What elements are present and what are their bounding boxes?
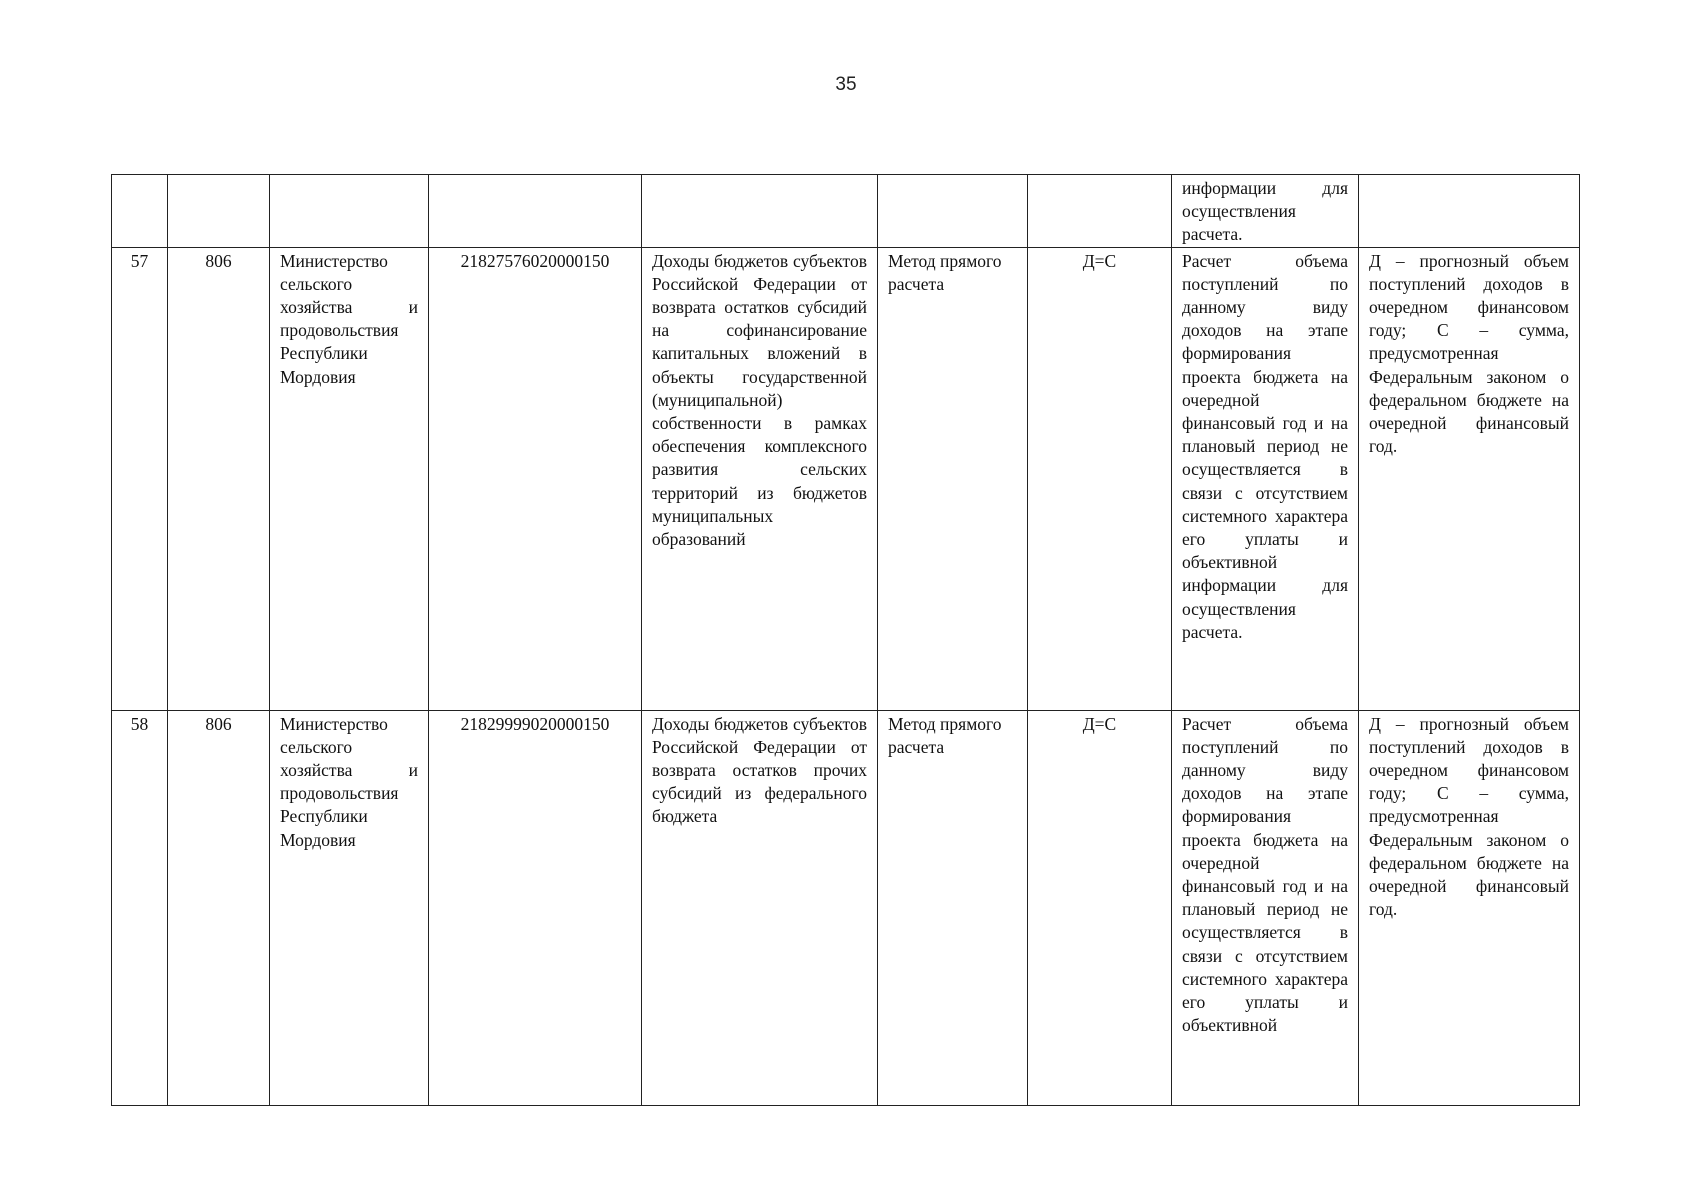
cell-num: 57: [112, 247, 168, 710]
cell-description: Д – прогнозный объем поступлений доходов в очередном финансовом году; С – сумма, предусмотренная Федеральным законом о федеральном бюджете на очередной финансовый год.: [1359, 710, 1580, 1105]
cell-income-name: [642, 175, 878, 248]
cell-method: Метод прямого расчета: [878, 710, 1028, 1105]
cell-num: [112, 175, 168, 248]
table-row: [112, 710, 1580, 1105]
cell-admin-name: [270, 175, 429, 248]
cell-admin-code: 806: [168, 247, 270, 710]
cell-description: [1359, 175, 1580, 248]
cell-algorithm: информации для осуществления расчета.: [1172, 175, 1359, 248]
table-row-continuation: [112, 175, 1580, 248]
cell-admin-code: 806: [168, 710, 270, 1105]
cell-algorithm: Расчет объема поступлений по данному виду доходов на этапе формирования проекта бюджета на очередной финансовый год и на плановый период не осуществляется в связи с отсутствием системного характера его уплаты и объективной: [1172, 710, 1359, 1105]
cell-kbk: 21829999020000150: [429, 710, 642, 1105]
cell-income-name: Доходы бюджетов субъектов Российской Федерации от возврата остатков субсидий на софинансирование капитальных вложений в объекты государственной (муниципальной) собственности в рамках обеспечения комплексного развития сельских территорий из бюджетов муниципальных образований: [642, 247, 878, 710]
cell-method: [878, 175, 1028, 248]
cell-admin-code: [168, 175, 270, 248]
cell-method: Метод прямого расчета: [878, 247, 1028, 710]
table-row: [112, 247, 1580, 710]
cell-num: 58: [112, 710, 168, 1105]
cell-formula: Д=С: [1028, 247, 1172, 710]
cell-kbk: [429, 175, 642, 248]
cell-admin-name: Министерство сельского хозяйства и продовольствия Республики Мордовия: [270, 247, 429, 710]
cell-formula: [1028, 175, 1172, 248]
income-forecast-table: [111, 174, 1580, 1106]
cell-admin-name: Министерство сельского хозяйства и продовольствия Республики Мордовия: [270, 710, 429, 1105]
cell-algorithm: Расчет объема поступлений по данному виду доходов на этапе формирования проекта бюджета на очередной финансовый год и на плановый период не осуществляется в связи с отсутствием системного характера его уплаты и объективной информации для осуществления расчета.: [1172, 247, 1359, 710]
cell-income-name: Доходы бюджетов субъектов Российской Федерации от возврата остатков прочих субсидий из федерального бюджета: [642, 710, 878, 1105]
cell-kbk: 21827576020000150: [429, 247, 642, 710]
page-number: 35: [835, 74, 857, 95]
cell-description: Д – прогнозный объем поступлений доходов в очередном финансовом году; С – сумма, предусмотренная Федеральным законом о федеральном бюджете на очередной финансовый год.: [1359, 247, 1580, 710]
cell-formula: Д=С: [1028, 710, 1172, 1105]
